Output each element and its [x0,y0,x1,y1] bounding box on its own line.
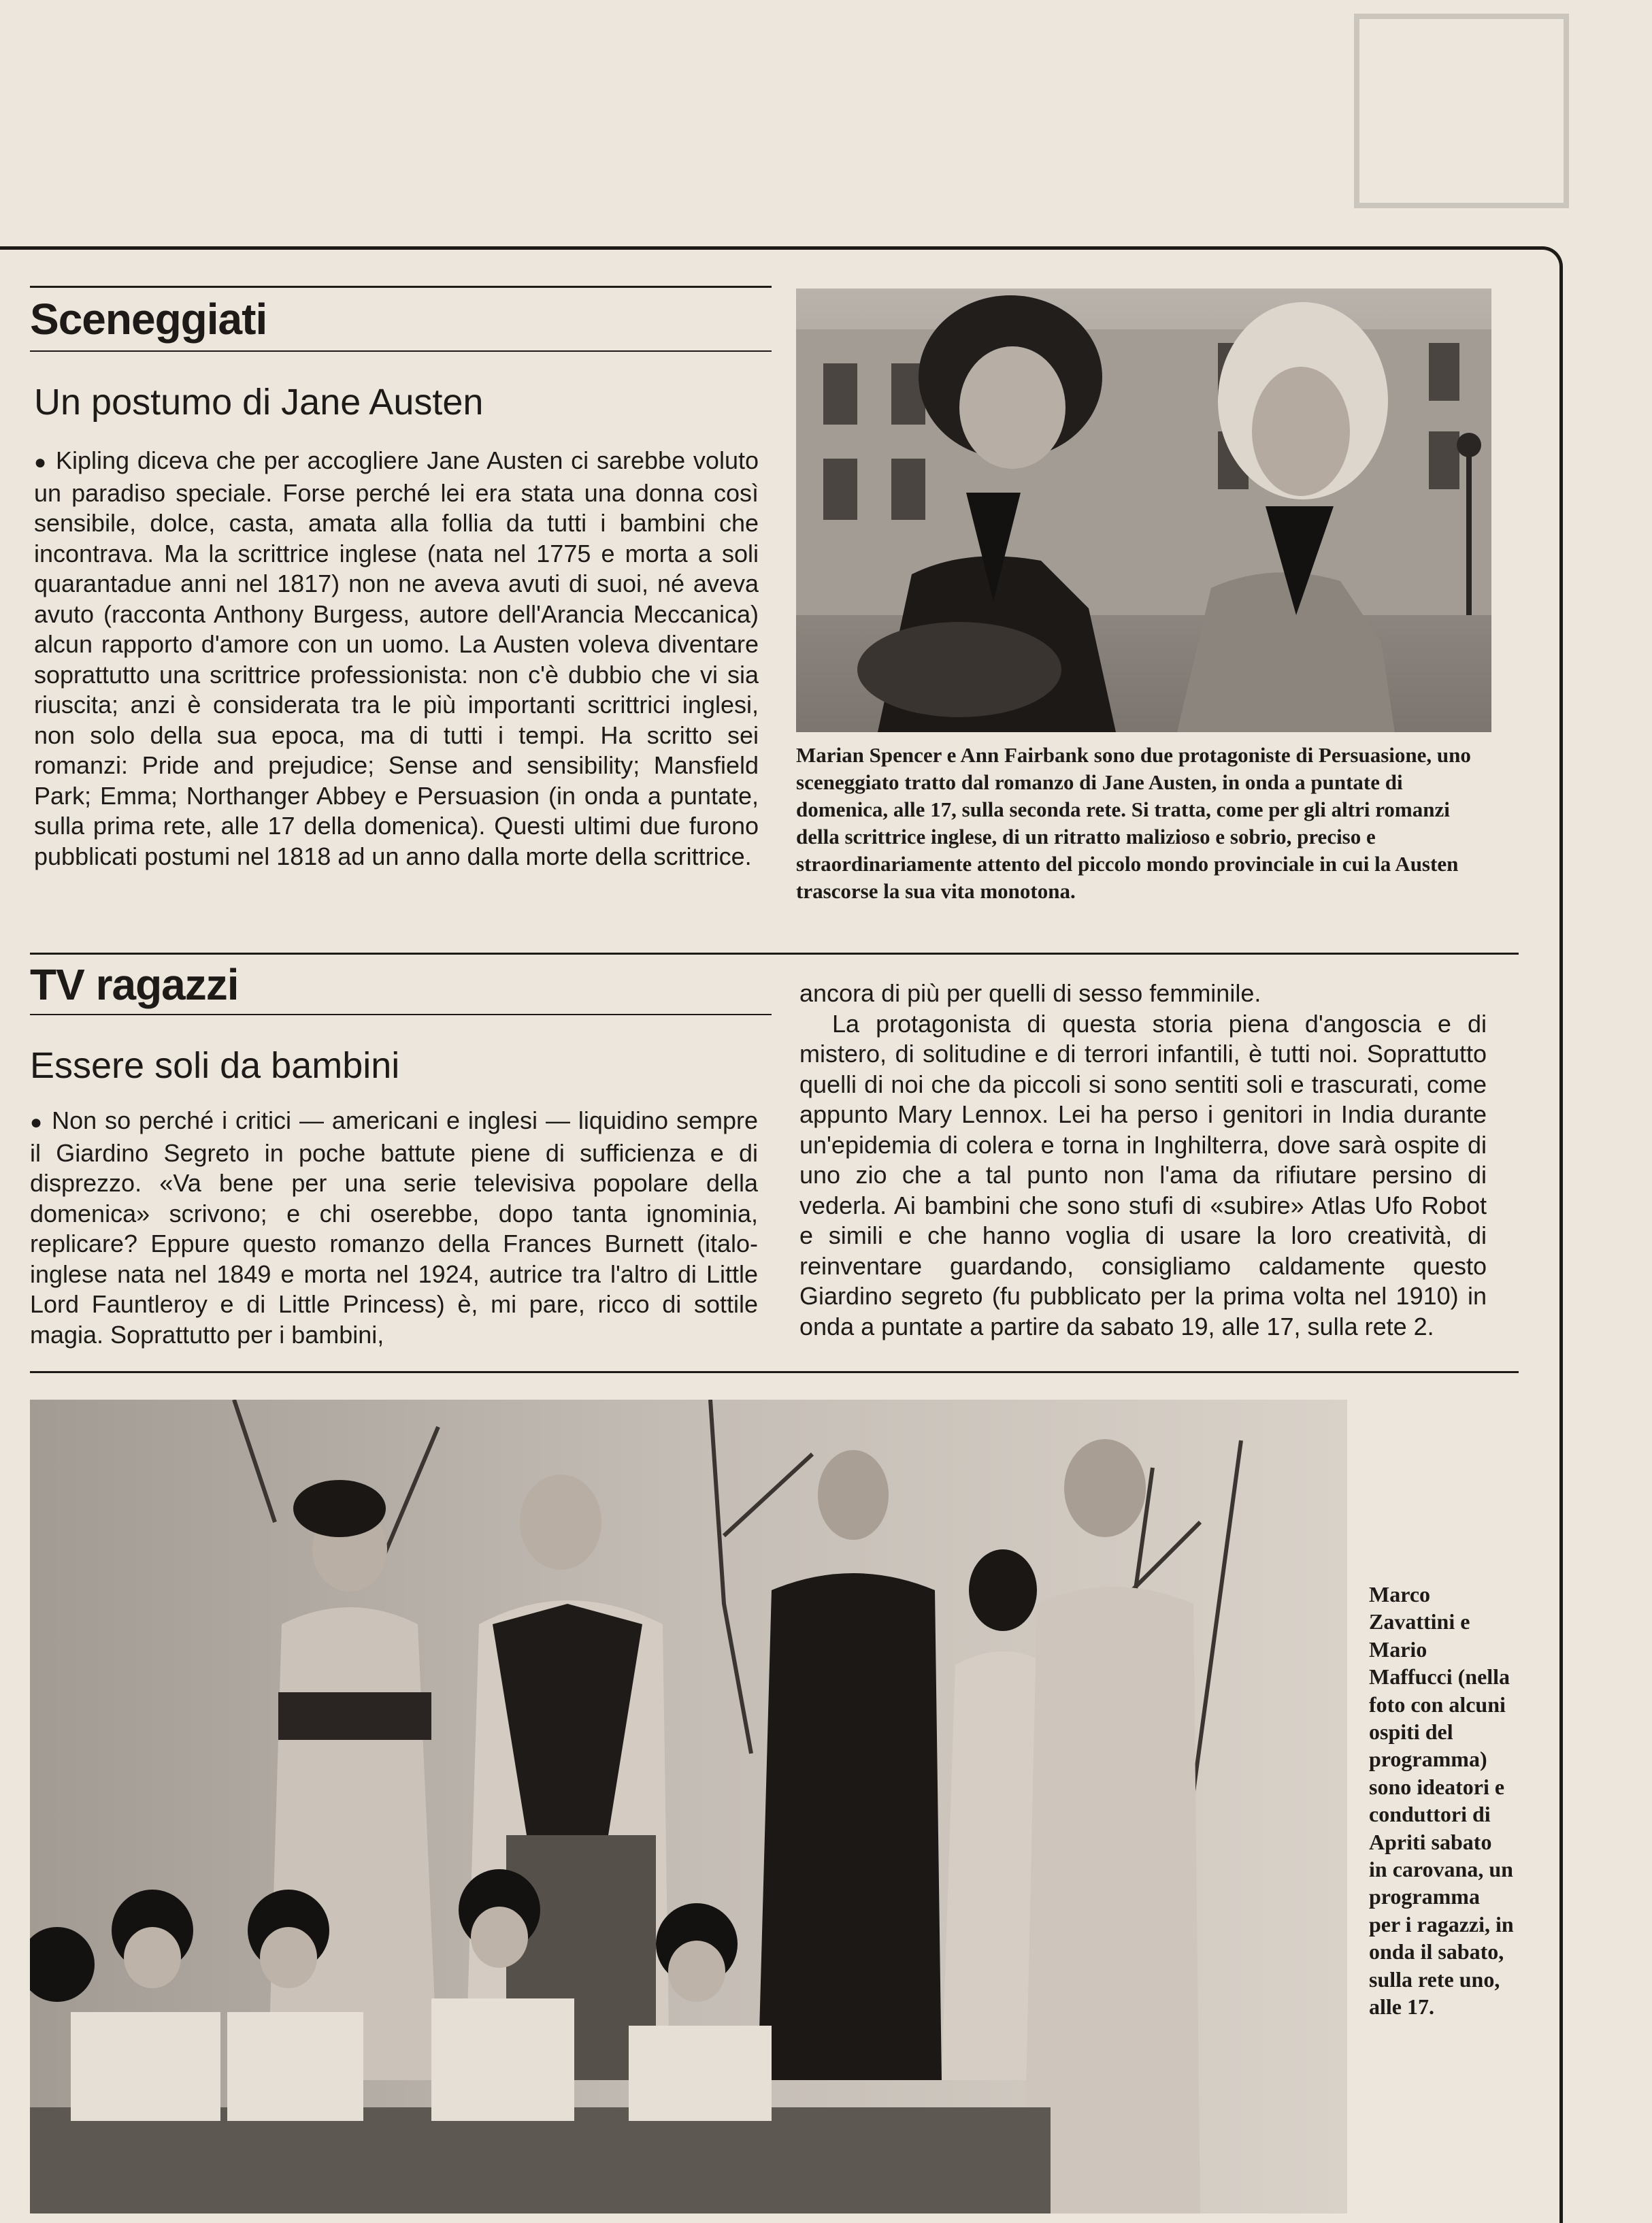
bleed-through-mark [1354,14,1572,211]
bullet-icon: ● [34,451,48,474]
apriti-sabato-photo-caption: Marco Zavattini e Mario Maffucci (nella foto con alcuni ospiti del programma) sono ideatori e conduttori di Apriti sabato in carovana, un programma per i ragazzi, in onda il sabato, sulla rete uno, alle 17. [1369,1582,1514,2020]
article-headline: Un postumo di Jane Austen [34,382,484,423]
article-text: Non so perché i critici — americani e inglesi — liquidino sempre il Giardino Segreto in poche battute piene di sufficienza e di disprezzo. «Va bene per una serie televisiva popolare della domenica» scrivono; e chi oserebbe, dopo tanta ignominia, replicare? Eppure questo romanzo della Frances Burnett (italo-inglese nata nel 1849 e morta nel 1924, autrice tra l'altro di Little Lord Fauntleroy e di Little Princess) è, mi pare, ricco di sottile magia. Soprattutto per i bambini, [30,1106,758,1349]
article-text: Kipling diceva che per accogliere Jane Austen ci sarebbe voluto un paradiso speciale. Forse perché lei era stata una donna così sensibile, dolce, casta, amata alla follia da tutti i bambini che incontrava. Ma la scrittrice inglese (nata nel 1775 e morta a soli quarantadue anni nel 1817) non ne aveva avuti di suoi, né aveva avuto (racconta Anthony Burgess, autore dell'Arancia Meccanica) alcun rapporto d'amore con un uomo. La Austen voleva diventare soprattutto una scrittrice professionista: non c'è dubbio che vi sia riuscita; anzi è considerata tra le più importanti scrittrici inglesi, non solo della sua epoca, ma di tutti i tempi. Ha scritto sei romanzi: Pride and prejudice; Sense and sensibility; Mansfield Park; Emma; Northanger Abbey e Persuasion (in onda a puntate, sulla prima rete, alle 17 della domenica). Questi ultimi due furono pubblicati postumi nel 1818 ad un anno dalla morte della scrittrice. [34,446,759,870]
article-body [34,446,759,872]
article-headline: Essere soli da bambini [30,1045,400,1086]
article-body-column-1 [30,1106,758,1350]
section-heading-sceneggiati: Sceneggiati [30,295,267,344]
section-rule [30,1371,1519,1373]
section-rule [30,350,772,352]
article-body-column-2 [799,978,1487,1342]
article-text: La protagonista di questa storia piena d'angoscia e di mistero, di solitudine e di terrori infantili, è tutti noi. Soprattutto quelli di noi che da piccoli si sono sentiti soli e trascurati, come appunto Mary Lennox. Lei ha perso i genitori in India durante un'epidemia di colera e torna in Inghilterra, dove sarà ospite di uno zio che a tal punto non l'ama da rifiutare persino di vederla. Ai bambini che sono stufi di «subire» Atlas Ufo Robot e simili e che hanno voglia di usare la loro creatività, di reinventare guardando, consigliamo caldamente questo Giardino segreto (fu pubblicato per la prima volta nel 1910) in onda a puntate a partire da sabato 19, alle 17, sulla rete 2. [799,1009,1487,1340]
persuasion-photo-caption: Marian Spencer e Ann Fairbank sono due protagoniste di Persuasione, uno sceneggiato tratto dal romanzo di Jane Austen, in onda a puntate di domenica, alle 17, sulla seconda rete. Si tratta, come per gli altri romanzi della scrittrice inglese, di un ritratto malizioso e sobrio, preciso e straordinariamente attento del piccolo mondo provinciale in cui la Austen trascorse la sua vita monotona. [796,743,1471,903]
apriti-sabato-photo [30,1400,1347,2213]
section-rule [30,953,1519,955]
persuasion-photo [796,289,1491,732]
bullet-icon: ● [30,1111,44,1134]
bleed-through-logo [1354,14,1569,208]
section-rule [30,1014,772,1015]
article-text: ancora di più per quelli di sesso femminile. [799,979,1261,1007]
section-rule [30,286,772,288]
section-heading-tv-ragazzi: TV ragazzi [30,960,239,1009]
